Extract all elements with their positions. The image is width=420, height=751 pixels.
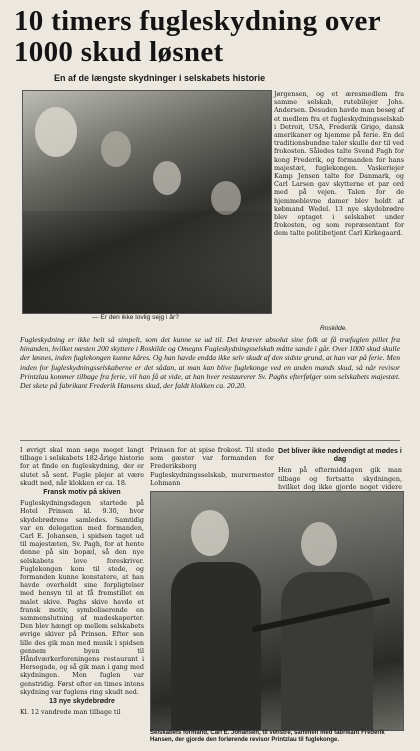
col1-end-text: Kl. 12 vandrede man tilbage til [20,708,121,717]
section-heading-fransk: Fransk motiv på skiven [43,489,121,497]
subheadline: En af de længste skydninger i selskabets historie [54,73,266,83]
photo-men-at-shooting [22,90,272,314]
headline: 10 timers fugleskydning over 1000 skud løsnet [14,5,381,68]
col3-body-text: Hen på eftermiddagen gik man tilbage og fortsatte skydningen, hvilket dog ikke gjorde noget videre [278,466,402,491]
column-left [20,446,144,746]
section-heading-nye: 13 nye skydebrødre [49,698,115,706]
photo1-caption: — Er den ikke lovlig sejg i år? [92,314,179,321]
divider [20,440,400,441]
column-right-top [274,90,404,325]
photo-chairman-and-manufacturer [150,491,404,731]
column-middle-top [150,446,274,488]
column-right-lower [278,446,402,491]
col3-top-text: Jørgensen, og et æresmedlem fra samme selskab, rutebilejer Johs. Andersen. Desuden havde man besøg af et medlem fra et fugleskydningsselskab i Detroit, USA, Frederik Grigo, dansk amerikaner og hjemme på ferie. En del traditionsbundne taler skulle der til ved frokosten. Således talte Svend Pagh for kong Frederik, og formanden for hans majestæt, fuglekongen. Vaskeriejer Kamp Jensen talte for Danmark, og Carl Larsen gav skytterne et par ord med på vejen. Talen for de hjemmeblevne damer blev holdt af købmand Wedel. 13 nye skydebrødre blev optaget i selskabet under frokosten, og som repræsentant for dem talte politibetjent Carl Kirkegaard. [274,90,404,238]
col2-top-text: Prinsen for at spise frokost. Til stede som gæster var formanden for Frederiksborg Fugleskydningsselskab, murermester Lohmann [150,446,274,487]
col1-body-text: Fugleskydningsdagen startede på Hotel Prinsen kl. 9.30, hvor skydebrødrene samledes. Samtidig var en delegation med formanden, Carl E. Johansen, i spidsen taget ud til majestæten, Sv. Pagh, for at hente denne på sin bopæl, så den nye selskabets love foreskriver. Fuglekongen kom til stede, og formanden kunne konstatere, at han havde overholdt sine forpligtelser med hensyn til at få fremstillet en malet skive. Paghs skive havde et fransk motiv, symboliserende en sammenslutning af madeskaperter. Den blev hængt op mellem selskabets øvrige skiver på Prinsen. Efter sen lille des gik man med musik i spidsen gennem byen til Håndværkerforeningens restaurant i Hersegade, og så gik man i gang med skydningen. Men fuglen var genstridig. Først efter en times intens skydning var fuglens ring skudt ned. [20,499,144,696]
section-heading-bliver: Det bliver ikke nødvendigt at mødes i dag [278,448,402,464]
photo2-caption: Selskabets formand, Carl E. Johansen, til venstre, sammen med fabrikant Frederik Hansen, der gjorde den forlørende revisor Printzlau til fuglekonge. [150,730,385,743]
col1-top-text: I øvrigt skal man søge meget langt tilbage i selskabets 182-årige historie for at finde en fugleskydning, der er slutet så sent. Fugle plejer at være skudt ned, når klokken er ca. 18. [20,446,144,487]
intro-paragraph: Fugleskydning er ikke helt så simpelt, som det kunne se ud til. Det kræver absolut sine folk at få træfuglen pillet fra hinanden, hvilket næsten 200 skyttere i Roskilde og Omegns Fugleskydningsselskab måtte sande i går. Over 1000 skud skulle der løsnes, inden fuglekongen kunne kåres. Og han havde endda ikke selv skudt af den sidste grund, at han var på ferie. Men inden for fugleskydningsselskaberne er det sådan, at man kan blive fuglekonge ved en anden mands skud, så når revisor Printzlau kommer tilbage fra ferie, vil han få at vide, at han hver restaurerer Sv. Paghs efterfølger som selskabets majestæt. Det skete på fabrikant Frederik Hansens skud, der faldt klokken ca. 20.20. [20,335,400,391]
dateline: Roskilde. [320,325,348,332]
